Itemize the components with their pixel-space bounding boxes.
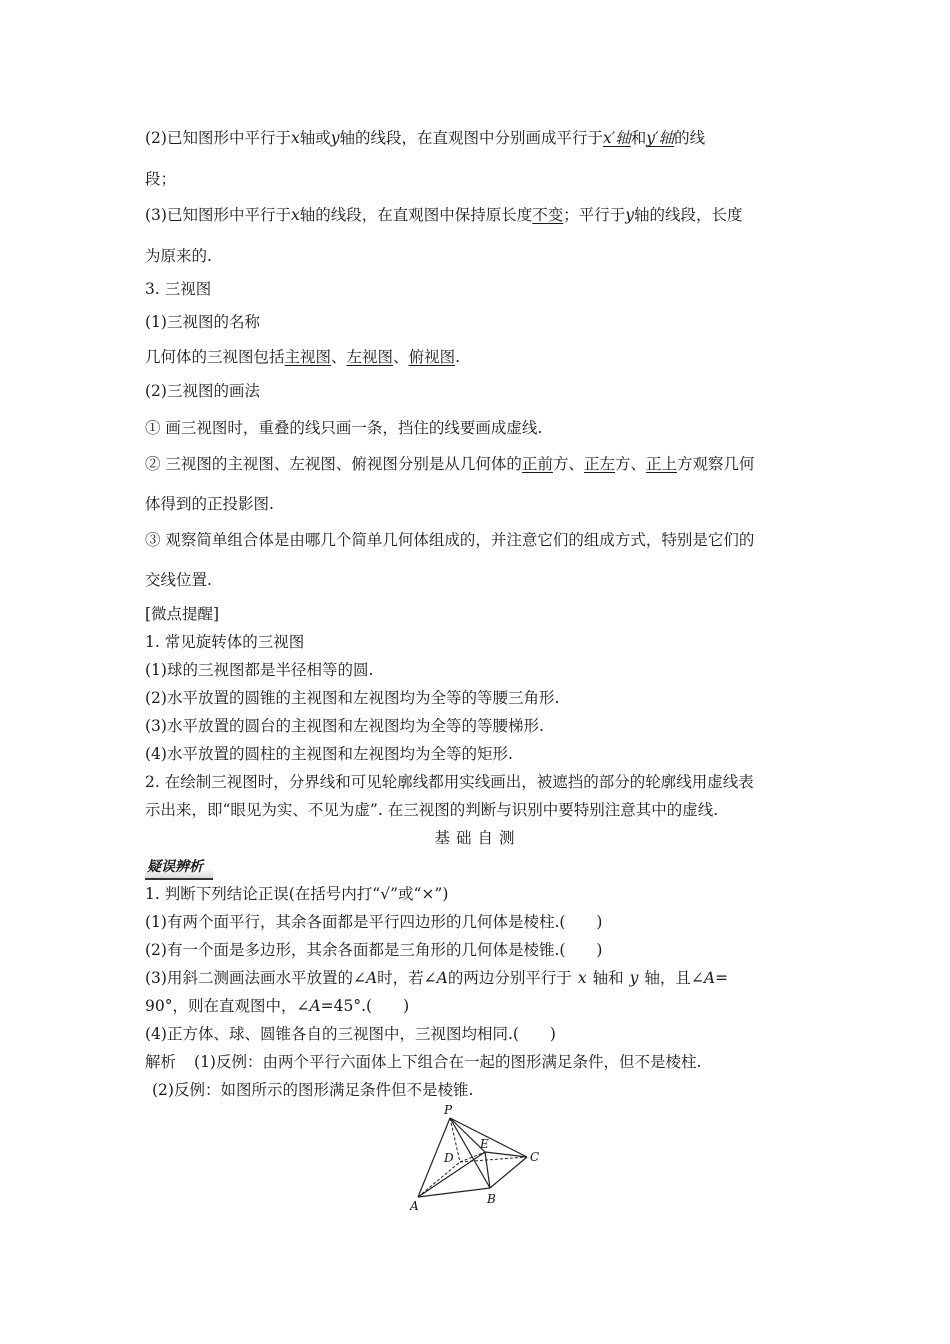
label-B: B [487, 1192, 496, 1206]
solution-line [145, 1052, 701, 1072]
solution-text: (1)反例：由两个平行六面体上下组合在一起的图形满足条件，但不是棱柱. [194, 1053, 702, 1071]
var-y: y [330, 129, 340, 147]
text: 方、 [614, 455, 646, 473]
subheading: (2)三视图的画法 [145, 382, 260, 400]
answer-keep: 不变 [532, 206, 564, 224]
edge-EC [485, 1152, 527, 1157]
paragraph-line: 为原来的. [145, 247, 212, 265]
var-x: x [290, 129, 300, 147]
paragraph-line: (2)水平放置的圆锥的主视图和左视图均为全等的等腰三角形. [145, 689, 560, 707]
label-E: E [480, 1137, 489, 1151]
answer-front-view: 主视图 [284, 348, 332, 366]
subheading: (1)三视图的名称 [145, 313, 260, 331]
text: . [455, 348, 461, 366]
answer-left: 正左 [583, 455, 615, 473]
text: = [715, 969, 729, 987]
paragraph-line: ③ 观察简单组合体是由哪几个简单几何体组成的，并注意它们的组成方式，特别是它们的 [145, 531, 755, 549]
paragraph-line: 示出来，即“眼见为实、不见为虚”. 在三视图的判断与识别中要特别注意其中的虚线. [145, 801, 719, 819]
var-A: A [309, 997, 321, 1015]
pyramid-figure [400, 1100, 560, 1215]
text: =45°.( ) [320, 997, 410, 1015]
paragraph-line: (1)球的三视图都是半径相等的圆. [145, 661, 374, 679]
paragraph-line: (4)水平放置的圆柱的主视图和左视图均为全等的矩形. [145, 745, 513, 763]
text: (2)已知图形中平行于 [145, 129, 291, 147]
var-y: y [625, 206, 635, 224]
label-P: P [444, 1103, 453, 1117]
var-x: x [290, 206, 300, 224]
text: 轴的线段，在直观图中保持原长度 [299, 206, 533, 224]
paragraph-line: 1. 常见旋转体的三视图 [145, 633, 305, 651]
text: 轴或 [299, 129, 331, 147]
text: (3)用斜二测画法画水平放置的∠ [145, 969, 366, 987]
text: 和 [630, 129, 647, 147]
var-A: A [703, 969, 716, 987]
text: 轴的线段，长度 [634, 206, 743, 224]
paragraph-line: 体得到的正投影图. [145, 495, 274, 513]
text: ；平行于 [563, 206, 626, 224]
paragraph-line: ① 画三视图时，重叠的线只画一条，挡住的线要画成虚线. [145, 419, 543, 437]
text: 的线 [674, 129, 706, 147]
paragraph-line: (3)水平放置的圆台的主视图和左视图均为全等的等腰梯形. [145, 717, 544, 735]
text: (3)已知图形中平行于 [145, 206, 291, 224]
text: 、 [393, 348, 409, 366]
paragraph-line [145, 454, 755, 474]
text: 方观察几何 [677, 455, 755, 473]
question-item: (2)有一个面是多边形，其余各面都是三角形的几何体是棱锥.( ) [145, 941, 603, 959]
answer-y-prime-axis: y′轴 [646, 129, 675, 147]
question-item-continued [145, 996, 409, 1016]
label-C: C [530, 1150, 540, 1164]
question-item [145, 968, 728, 988]
paragraph-line: 段； [145, 170, 177, 188]
paragraph-line [145, 347, 460, 367]
text: 轴的线段，在直观图中分别画成平行于 [339, 129, 604, 147]
text: 轴和 [592, 969, 624, 987]
var-A: A [436, 969, 448, 987]
text: 90°，则在直观图中，∠ [145, 997, 310, 1015]
solution-line: (2)反例：如图所示的图形满足条件但不是棱锥. [152, 1081, 474, 1099]
question-item: (4)正方体、球、圆锥各自的三视图中，三视图均相同.( ) [145, 1025, 556, 1043]
edge-BC [490, 1157, 527, 1188]
solution-label: 解析 [145, 1053, 177, 1071]
answer-x-prime-axis: x′轴 [603, 129, 631, 147]
text: ② 三视图的主视图、左视图、俯视图分别是从几何体的 [145, 455, 522, 473]
paragraph-line [145, 205, 743, 225]
tag-line [145, 856, 213, 880]
tip-heading: [微点提醒] [145, 605, 220, 623]
section-title: 基础自测 [434, 829, 521, 847]
paragraph-line: 交线位置. [145, 571, 212, 589]
text: 的两边分别平行于 [447, 969, 572, 987]
edge-AD-hidden [418, 1162, 460, 1197]
text: 时，若∠ [377, 969, 437, 987]
paragraph-line: 2. 在绘制三视图时，分界线和可见轮廓线都用实线画出，被遮挡的部分的轮廓线用虚线表 [145, 773, 754, 791]
var-A: A [365, 969, 378, 987]
answer-top: 正上 [646, 455, 678, 473]
var-x: x [577, 969, 587, 987]
section-heading: 3. 三视图 [145, 280, 212, 298]
question-heading: 1. 判断下列结论正误(在括号内打“√”或“×”) [145, 885, 449, 903]
text: 、 [331, 348, 347, 366]
answer-front: 正前 [521, 455, 553, 473]
text: 轴，且∠ [644, 969, 704, 987]
paragraph-line [145, 128, 705, 148]
var-y: y [629, 969, 639, 987]
label-D: D [444, 1151, 454, 1165]
answer-side-view: 左视图 [346, 348, 394, 366]
text: 几何体的三视图包括 [145, 348, 285, 366]
label-A: A [410, 1199, 419, 1213]
text: 方、 [552, 455, 584, 473]
question-item: (1)有两个面平行，其余各面都是平行四边形的几何体是棱柱.( ) [145, 913, 603, 931]
answer-top-view: 俯视图 [408, 348, 456, 366]
section-tag: 疑误辨析 [145, 857, 213, 880]
